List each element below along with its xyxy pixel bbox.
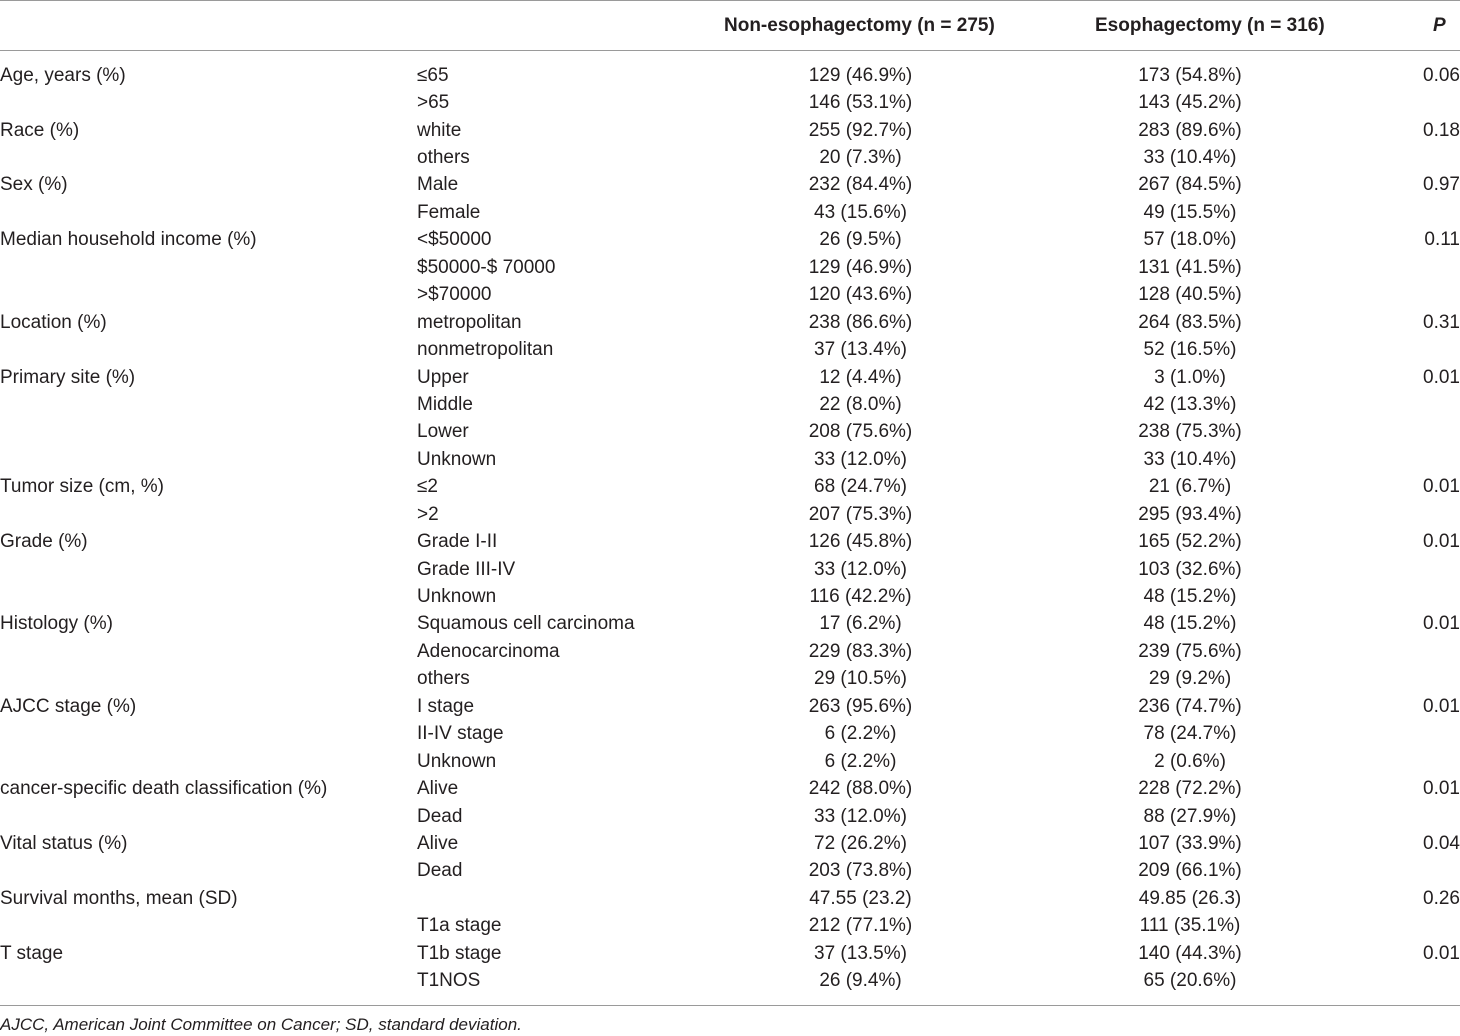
row-p-value: 0.01 xyxy=(1423,613,1460,635)
row-esophagectomy-value: 236 (74.7%) xyxy=(1138,695,1242,717)
row-non-esophagectomy-value: 26 (9.4%) xyxy=(819,970,902,992)
row-non-esophagectomy-value: 232 (84.4%) xyxy=(808,174,913,196)
row-category: Grade I-II xyxy=(417,531,498,553)
row-p-value xyxy=(1376,583,1460,610)
row-p-value: 0.31 xyxy=(1423,311,1460,333)
table-row xyxy=(0,556,1460,583)
table-row xyxy=(0,62,1460,89)
row-category: Male xyxy=(417,174,459,196)
row-p-value: 0.26 xyxy=(1423,887,1460,909)
row-esophagectomy-value: 33 (10.4%) xyxy=(1143,448,1237,470)
row-variable: Histology (%) xyxy=(0,613,113,635)
row-p-value xyxy=(1376,803,1460,830)
row-category: Squamous cell carcinoma xyxy=(417,613,635,635)
row-variable xyxy=(0,721,417,748)
row-category: white xyxy=(417,119,462,141)
row-non-esophagectomy-value: 33 (12.0%) xyxy=(814,448,907,470)
table-row xyxy=(0,419,1460,446)
row-non-esophagectomy-value: 146 (53.1%) xyxy=(808,92,913,114)
table-row xyxy=(0,721,1460,748)
row-p-value xyxy=(1376,666,1460,693)
row-p-value xyxy=(1376,282,1460,309)
row-non-esophagectomy-value: 120 (43.6%) xyxy=(808,284,913,306)
row-category: Unknown xyxy=(417,586,497,608)
row-p-value xyxy=(1376,144,1460,171)
row-p-value xyxy=(1376,336,1460,363)
header-esophagectomy: Esophagectomy (n = 316) xyxy=(1095,15,1325,36)
row-category: Unknown xyxy=(417,750,497,772)
table-row xyxy=(0,227,1460,254)
bottom-rule xyxy=(0,1005,1460,1006)
row-category: Middle xyxy=(417,393,473,415)
row-non-esophagectomy-value: 37 (13.5%) xyxy=(814,942,907,964)
row-esophagectomy-value: 131 (41.5%) xyxy=(1138,256,1242,278)
row-non-esophagectomy-value: 6 (2.2%) xyxy=(824,723,897,745)
table-row xyxy=(0,583,1460,610)
row-variable xyxy=(0,282,417,309)
row-non-esophagectomy-value: 129 (46.9%) xyxy=(808,256,913,278)
table-row xyxy=(0,254,1460,281)
table-row xyxy=(0,913,1460,940)
row-category: >$70000 xyxy=(417,284,492,306)
table-row xyxy=(0,528,1460,555)
row-esophagectomy-value: 295 (93.4%) xyxy=(1138,503,1242,525)
row-p-value: 0.06 xyxy=(1423,64,1460,86)
row-p-value: 0.01 xyxy=(1423,778,1460,800)
table-row xyxy=(0,803,1460,830)
row-esophagectomy-value: 29 (9.2%) xyxy=(1148,668,1232,690)
row-non-esophagectomy-value: 47.55 (23.2) xyxy=(809,887,912,909)
row-non-esophagectomy-value: 33 (12.0%) xyxy=(814,805,907,827)
table-row xyxy=(0,199,1460,226)
row-p-value xyxy=(1376,913,1460,940)
table-row xyxy=(0,364,1460,391)
row-category: Lower xyxy=(417,421,469,443)
row-esophagectomy-value: 140 (44.3%) xyxy=(1138,942,1242,964)
table-row xyxy=(0,89,1460,116)
row-non-esophagectomy-value: 207 (75.3%) xyxy=(808,503,913,525)
row-category: Alive xyxy=(417,832,459,854)
header-non-esophagectomy: Non-esophagectomy (n = 275) xyxy=(724,15,995,36)
row-esophagectomy-value: 57 (18.0%) xyxy=(1143,229,1237,251)
table-row xyxy=(0,666,1460,693)
row-variable: Vital status (%) xyxy=(0,832,128,854)
row-esophagectomy-value: 3 (1.0%) xyxy=(1154,366,1226,388)
row-category: >2 xyxy=(417,503,439,525)
row-non-esophagectomy-value: 72 (26.2%) xyxy=(814,832,907,854)
top-rule xyxy=(0,0,1460,1)
row-esophagectomy-value: 103 (32.6%) xyxy=(1138,558,1242,580)
row-variable xyxy=(0,89,417,116)
table-row xyxy=(0,282,1460,309)
row-p-value: 0.01 xyxy=(1423,942,1460,964)
row-p-value: 0.11 xyxy=(1424,229,1460,251)
row-category: $50000-$ 70000 xyxy=(417,256,556,278)
row-variable: Sex (%) xyxy=(0,174,68,196)
row-p-value xyxy=(1376,638,1460,665)
table-row xyxy=(0,474,1460,501)
table-row xyxy=(0,611,1460,638)
row-non-esophagectomy-value: 43 (15.6%) xyxy=(814,201,907,223)
table-row xyxy=(0,693,1460,720)
row-p-value xyxy=(1376,967,1460,994)
row-p-value xyxy=(1376,419,1460,446)
table-row xyxy=(0,858,1460,885)
row-p-value xyxy=(1376,721,1460,748)
row-variable xyxy=(0,419,417,446)
row-esophagectomy-value: 228 (72.2%) xyxy=(1138,778,1242,800)
row-category: Adenocarcinoma xyxy=(417,640,560,662)
row-p-value: 0.01 xyxy=(1423,695,1460,717)
table-row xyxy=(0,748,1460,775)
row-p-value: 0.01 xyxy=(1423,531,1460,553)
row-category: Alive xyxy=(417,778,459,800)
footnote: AJCC, American Joint Committee on Cancer; SD, standard deviation. xyxy=(0,1015,522,1034)
row-esophagectomy-value: 33 (10.4%) xyxy=(1143,147,1237,169)
row-non-esophagectomy-value: 17 (6.2%) xyxy=(819,613,902,635)
data-table xyxy=(0,62,1460,995)
row-category: >65 xyxy=(417,92,450,114)
table-row xyxy=(0,885,1460,912)
row-p-value xyxy=(1376,89,1460,116)
row-esophagectomy-value: 239 (75.6%) xyxy=(1138,640,1242,662)
row-esophagectomy-value: 52 (16.5%) xyxy=(1143,339,1237,361)
row-esophagectomy-value: 78 (24.7%) xyxy=(1143,723,1237,745)
row-esophagectomy-value: 88 (27.9%) xyxy=(1143,805,1237,827)
row-category: T1b stage xyxy=(417,942,502,964)
row-category: Unknown xyxy=(417,448,497,470)
row-p-value: 0.04 xyxy=(1423,832,1460,854)
row-variable xyxy=(0,446,417,473)
row-p-value: 0.01 xyxy=(1423,366,1460,388)
row-variable xyxy=(0,913,417,940)
row-non-esophagectomy-value: 116 (42.2%) xyxy=(809,586,912,608)
row-non-esophagectomy-value: 212 (77.1%) xyxy=(808,915,913,937)
row-variable xyxy=(0,803,417,830)
row-non-esophagectomy-value: 263 (95.6%) xyxy=(808,695,913,717)
table-row xyxy=(0,638,1460,665)
row-variable: cancer-specific death classification (%) xyxy=(0,778,328,800)
row-category: T1NOS xyxy=(417,970,481,992)
table-row xyxy=(0,336,1460,363)
row-category xyxy=(417,885,717,912)
row-esophagectomy-value: 2 (0.6%) xyxy=(1154,750,1226,772)
row-category: <$50000 xyxy=(417,229,492,251)
row-esophagectomy-value: 238 (75.3%) xyxy=(1138,421,1242,443)
row-variable xyxy=(0,556,417,583)
row-variable: Race (%) xyxy=(0,119,80,141)
row-esophagectomy-value: 49.85 (26.3) xyxy=(1138,887,1242,909)
row-variable xyxy=(0,748,417,775)
row-variable xyxy=(0,967,417,994)
row-category: Dead xyxy=(417,805,463,827)
row-non-esophagectomy-value: 26 (9.5%) xyxy=(819,229,902,251)
row-variable: Age, years (%) xyxy=(0,64,126,86)
table-row xyxy=(0,940,1460,967)
row-esophagectomy-value: 283 (89.6%) xyxy=(1138,119,1242,141)
row-non-esophagectomy-value: 238 (86.6%) xyxy=(808,311,913,333)
row-non-esophagectomy-value: 37 (13.4%) xyxy=(814,339,907,361)
row-esophagectomy-value: 128 (40.5%) xyxy=(1138,284,1242,306)
row-p-value: 0.18 xyxy=(1423,119,1460,141)
row-variable xyxy=(0,501,417,528)
row-category: others xyxy=(417,147,470,169)
header-p-value: P xyxy=(1433,15,1446,36)
row-esophagectomy-value: 173 (54.8%) xyxy=(1138,64,1242,86)
row-non-esophagectomy-value: 126 (45.8%) xyxy=(808,531,913,553)
row-non-esophagectomy-value: 229 (83.3%) xyxy=(808,640,913,662)
row-variable: Location (%) xyxy=(0,311,107,333)
row-esophagectomy-value: 209 (66.1%) xyxy=(1138,860,1242,882)
row-esophagectomy-value: 267 (84.5%) xyxy=(1138,174,1242,196)
row-category: T1a stage xyxy=(417,915,502,937)
row-non-esophagectomy-value: 20 (7.3%) xyxy=(819,147,902,169)
row-esophagectomy-value: 42 (13.3%) xyxy=(1143,393,1237,415)
row-non-esophagectomy-value: 12 (4.4%) xyxy=(819,366,902,388)
row-category: metropolitan xyxy=(417,311,522,333)
row-p-value xyxy=(1376,199,1460,226)
row-variable xyxy=(0,638,417,665)
table-row xyxy=(0,967,1460,994)
row-esophagectomy-value: 143 (45.2%) xyxy=(1138,92,1242,114)
row-category: Female xyxy=(417,201,481,223)
row-non-esophagectomy-value: 22 (8.0%) xyxy=(819,393,902,415)
row-esophagectomy-value: 48 (15.2%) xyxy=(1143,586,1237,608)
row-non-esophagectomy-value: 255 (92.7%) xyxy=(808,119,913,141)
table-row xyxy=(0,309,1460,336)
row-variable xyxy=(0,858,417,885)
row-esophagectomy-value: 48 (15.2%) xyxy=(1143,613,1237,635)
row-p-value: 0.97 xyxy=(1423,174,1460,196)
table-row xyxy=(0,117,1460,144)
table-row xyxy=(0,144,1460,171)
row-variable xyxy=(0,144,417,171)
row-variable xyxy=(0,666,417,693)
row-p-value xyxy=(1376,254,1460,281)
row-variable: Median household income (%) xyxy=(0,229,257,251)
row-p-value xyxy=(1376,391,1460,418)
table-row xyxy=(0,775,1460,802)
row-esophagectomy-value: 264 (83.5%) xyxy=(1138,311,1242,333)
table-row xyxy=(0,391,1460,418)
row-non-esophagectomy-value: 129 (46.9%) xyxy=(808,64,913,86)
row-category: nonmetropolitan xyxy=(417,339,554,361)
row-category: II-IV stage xyxy=(417,723,504,745)
row-variable: AJCC stage (%) xyxy=(0,695,137,717)
table-row xyxy=(0,501,1460,528)
row-non-esophagectomy-value: 33 (12.0%) xyxy=(814,558,907,580)
row-p-value xyxy=(1376,446,1460,473)
header-rule xyxy=(0,50,1460,51)
row-variable: Survival months, mean (SD) xyxy=(0,887,238,909)
row-category: ≤65 xyxy=(417,64,449,86)
row-p-value xyxy=(1376,858,1460,885)
row-variable xyxy=(0,199,417,226)
row-non-esophagectomy-value: 203 (73.8%) xyxy=(808,860,913,882)
row-category: I stage xyxy=(417,695,475,717)
row-esophagectomy-value: 65 (20.6%) xyxy=(1143,970,1237,992)
row-category: others xyxy=(417,668,470,690)
row-esophagectomy-value: 49 (15.5%) xyxy=(1143,201,1237,223)
table-row xyxy=(0,830,1460,857)
table-row xyxy=(0,446,1460,473)
row-variable: Grade (%) xyxy=(0,531,88,553)
row-category: Upper xyxy=(417,366,469,388)
row-variable xyxy=(0,391,417,418)
row-p-value xyxy=(1376,748,1460,775)
table-body xyxy=(0,62,1460,995)
row-variable: Primary site (%) xyxy=(0,366,136,388)
row-variable xyxy=(0,583,417,610)
row-esophagectomy-value: 21 (6.7%) xyxy=(1148,476,1232,498)
row-variable: T stage xyxy=(0,942,64,964)
row-esophagectomy-value: 165 (52.2%) xyxy=(1138,531,1242,553)
row-variable: Tumor size (cm, %) xyxy=(0,476,164,498)
row-p-value xyxy=(1376,556,1460,583)
row-non-esophagectomy-value: 29 (10.5%) xyxy=(814,668,907,690)
row-p-value: 0.01 xyxy=(1423,476,1460,498)
row-non-esophagectomy-value: 68 (24.7%) xyxy=(814,476,907,498)
row-variable xyxy=(0,336,417,363)
row-esophagectomy-value: 107 (33.9%) xyxy=(1138,832,1242,854)
row-non-esophagectomy-value: 242 (88.0%) xyxy=(808,778,913,800)
row-category: Grade III-IV xyxy=(417,558,516,580)
table-row xyxy=(0,172,1460,199)
row-esophagectomy-value: 111 (35.1%) xyxy=(1139,915,1241,937)
row-category: Dead xyxy=(417,860,463,882)
row-non-esophagectomy-value: 208 (75.6%) xyxy=(808,421,913,443)
row-category: ≤2 xyxy=(417,476,438,498)
row-non-esophagectomy-value: 6 (2.2%) xyxy=(824,750,897,772)
row-variable xyxy=(0,254,417,281)
row-p-value xyxy=(1376,501,1460,528)
